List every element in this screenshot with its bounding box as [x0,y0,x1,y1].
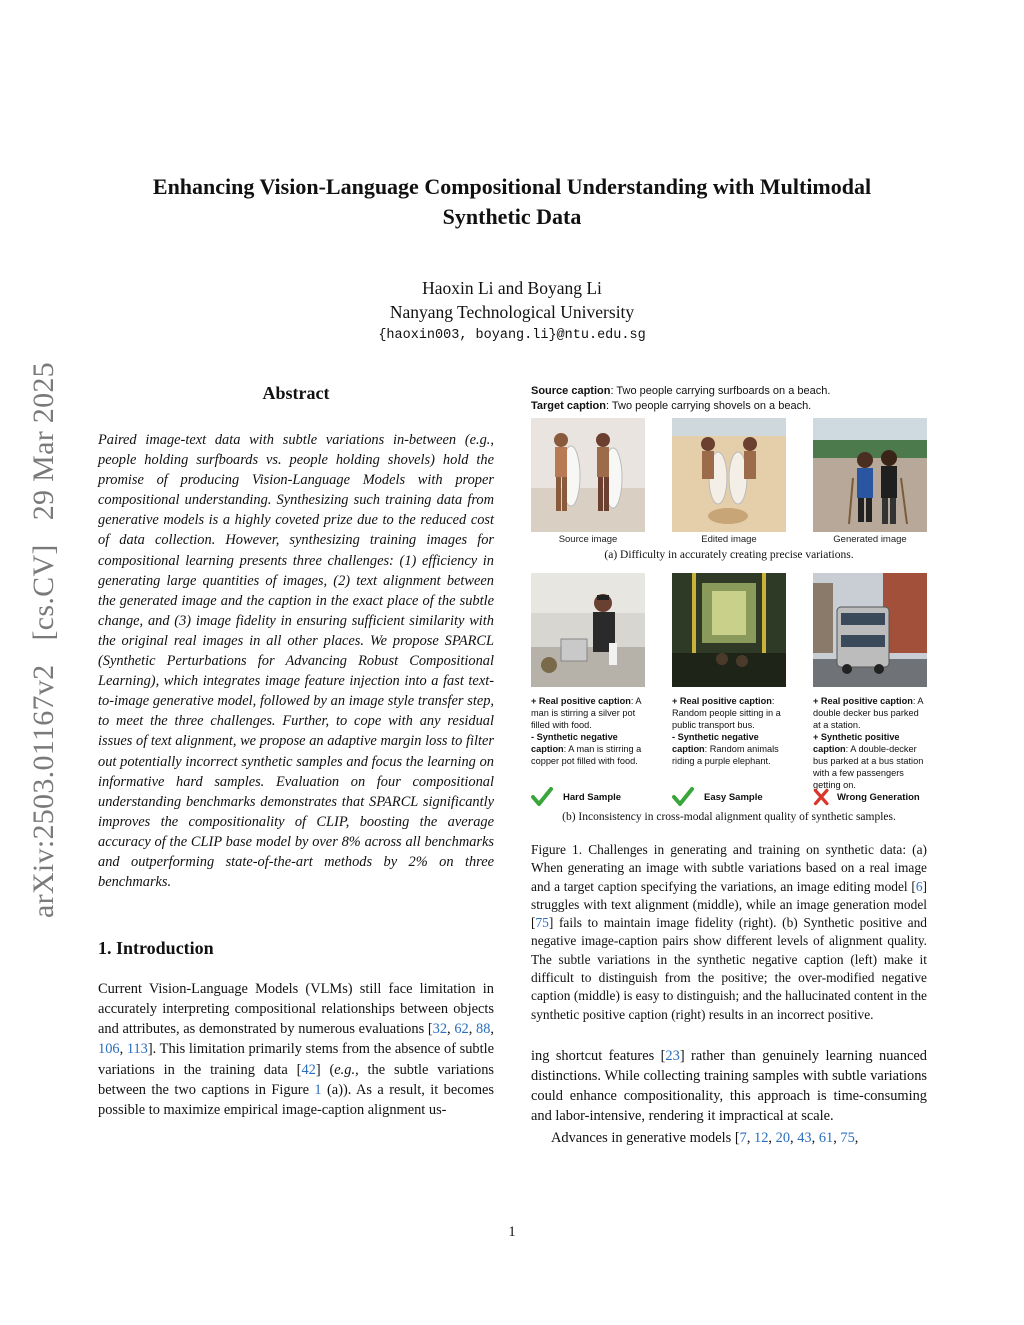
citation-link[interactable]: 20 [775,1130,791,1147]
verdict-easy [672,787,786,807]
citation-link[interactable]: 23 [665,1047,680,1064]
title-block [100,172,924,348]
edited-image [672,418,786,532]
sample-hard-captions: + Real positive caption: A man is stirring a silver pot filled with food. - Synthetic negative caption: A man is stirring a copper pot filled with food. [531,696,642,766]
title-line-2: Synthetic Data [442,204,582,229]
citation-link[interactable]: 7 [739,1130,747,1147]
citation-link[interactable]: 6 [915,878,923,894]
paper-title [100,172,924,232]
sample-wrong [813,573,927,807]
arxiv-id: arXiv:2503.01167v2 [27,664,60,918]
sample-easy [672,573,786,807]
verdict-wrong [813,787,927,807]
sample-easy-captions: + Real positive caption: Random people sitting in a public transport bus. - Synthetic negative caption: Random animals riding a purple elephant. [672,696,781,766]
citation-link[interactable]: 88 [476,1021,491,1038]
citation-link[interactable]: 62 [454,1021,469,1038]
target-caption: Target caption: Two people carrying shovels on a beach. [531,400,812,412]
figure-1-caption: Figure 1. Challenges in generating and training on synthetic data: (a) When generating an image with subtle variations based on a real image and a target caption specifying the variations, an image editing model [6] struggles with text alignment (middle), while an image generation model [75] fails to maintain image fidelity (right). (b) Synthetic positive and negative image-caption pairs show different levels of alignment quality. The subtle variations in the synthetic negative caption (left) make it difficult to distinguish from the positive; the over-modified negative caption (middle) is easy to distinguish; and the hallucinated content in the synthetic positive caption (right) results in an incorrect positive. [531,842,927,1022]
right-column [531,384,927,1148]
verdict-hard-label: Hard Sample [563,791,622,803]
citation-link[interactable]: 113 [126,1041,148,1058]
sample-hard [531,573,645,807]
intro-paragraph-3: Advances in generative models [7, 12, 20, 43, 61, 75, [551,1130,859,1147]
figure-1a-captions [531,384,927,414]
citation-link[interactable]: 42 [301,1061,316,1078]
verdict-hard [531,787,645,807]
title-line-1: Enhancing Vision-Language Compositional Understanding with Multimodal [152,174,872,199]
authors: Haoxin Li and Boyang Li [422,278,602,298]
edited-image-cell [672,418,786,545]
citation-link[interactable]: 106 [98,1041,120,1058]
sample-wrong-captions: + Real positive caption: A double decker bus parked at a station. + Synthetic positive caption: A double-decker bus parked at a bus station with a few passengers getting on. [813,696,924,790]
right-body-text [531,1046,927,1148]
arxiv-category: [cs.CV] [27,544,60,641]
abstract-heading: Abstract [262,383,330,403]
intro-paragraph-2: ing shortcut features [23] rather than genuinely learning nuanced distinctions. While collecting training samples with subtle variations could enhance compositionality, this approach is time-consuming and labor-intensive, rendering it impractical at scale. [531,1047,927,1125]
figure-1a-subcaption: (a) Difficulty in accurately creating precise variations. [604,549,854,561]
generated-image-label: Generated image [833,534,907,545]
figure-1a-images [531,418,927,545]
kitchen-image [531,573,645,687]
generated-image [813,418,927,532]
page-number: 1 [508,1224,516,1240]
intro-heading: 1. Introduction [98,938,214,959]
citation-link[interactable]: 75 [535,915,549,931]
verdict-wrong-label: Wrong Generation [837,791,920,803]
source-image [531,418,645,532]
figure-1b-samples [531,573,927,807]
verdict-easy-label: Easy Sample [704,791,763,803]
email: {haoxin003, boyang.li}@ntu.edu.sg [378,328,646,343]
intro-paragraph-1: Current Vision-Language Models (VLMs) still face limitation in accurately interpreting compositional relationships between objects and attributes, as demonstrated by numerous evaluations [32, 62, 88, 106, 113]. This limitation primarily stems from the absence of subtle variations in the training data [42] (e.g., the subtle variations between the two captions in Figure 1 (a)). As a result, it becomes possible to maximize empirical image-caption alignment us- [98,981,495,1118]
citation-link[interactable]: 61 [818,1130,834,1147]
author-block [100,276,924,348]
affiliation: Nanyang Technological University [389,302,635,322]
double-decker-image [813,573,927,687]
bus-interior-image [672,573,786,687]
check-icon [672,787,694,807]
cross-icon [813,787,831,807]
arxiv-date: 29 Mar 2025 [27,362,60,521]
arxiv-stamp [24,330,64,950]
citation-link[interactable]: 32 [432,1021,448,1038]
check-icon [531,787,553,807]
source-caption: Source caption: Two people carrying surfboards on a beach. [531,385,831,397]
figure-1b-subcaption: (b) Inconsistency in cross-modal alignment quality of synthetic samples. [562,811,896,823]
left-column [98,383,494,1120]
abstract-text: Paired image-text data with subtle variations in-between (e.g., people holding surfboards vs. people holding shovels) hold the promise of producing Vision-Language Models with proper compositional understanding. Synthesizing such training data from generative models is a highly coveted prize due to the reduced cost of data collection. However, synthesizing training images for compositional learning presents three challenges: (1) efficiency in generating large quantities of images, (2) text alignment between the generated image and the caption in the exact place of the subtle change, and (3) image fidelity in ensuring sufficient similarity with the original real images in all other places. We propose SPARCL (Synthetic Perturbations for Advancing Robust Compositional Learning), which integrates image feature injection into a fast text-to-image generative model, followed by an image style transfer step, to meet the three challenges. Further, to cope with any residual issues of text alignment, we propose an adaptive margin loss to filter out potentially incorrect synthetic samples and focus the learning on informative hard samples. Evaluation on four compositional understanding benchmarks demonstrates that SPARCL significantly improves the compositionality of CLIP, boosting the average accuracy of the CLIP base model by over 8% across all benchmarks and outperforming state-of-the-art methods by 2% on three benchmarks. [98,432,494,891]
figure-ref-link[interactable]: 1 [314,1081,322,1098]
edited-image-label: Edited image [701,534,757,545]
source-image-cell [531,418,645,545]
citation-link[interactable]: 75 [840,1130,855,1147]
generated-image-cell [813,418,927,545]
citation-link[interactable]: 12 [754,1130,769,1147]
citation-link[interactable]: 43 [797,1130,812,1147]
source-image-label: Source image [558,534,618,545]
